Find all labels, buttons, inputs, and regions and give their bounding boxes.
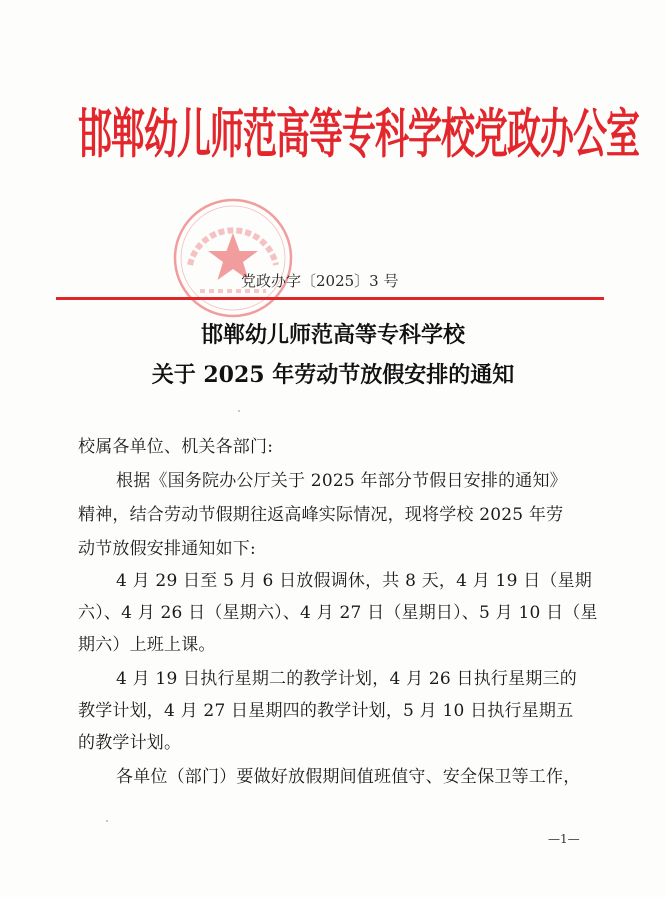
body-line: 各单位（部门）要做好放假期间值班值守、安全保卫等工作， <box>116 767 581 787</box>
official-seal-icon <box>170 195 296 321</box>
header-red-rule <box>56 297 604 300</box>
body-line: 六）、4 月 26 日（星期六）、4 月 27 日（星期日）、5 月 10 日（星 <box>78 603 598 623</box>
body-line: 根据《国务院办公厅关于 2025 年部分节假日安排的通知》 <box>116 471 567 491</box>
body-line: 4 月 29 日至 5 月 6 日放假调休，共 8 天，4 月 19 日（星期 <box>116 571 592 591</box>
body-line: 精神，结合劳动节假期往返高峰实际情况，现将学校 2025 年劳 <box>78 505 564 525</box>
body-line-addressee: 校属各单位、机关各部门: <box>78 437 274 457</box>
body-line: 教学计划，4 月 27 日星期四的教学计划，5 月 10 日执行星期五 <box>78 701 574 721</box>
scan-speck <box>106 820 108 822</box>
body-line: 的教学计划。 <box>78 733 182 753</box>
notice-title-line-2: 关于 2025 年劳动节放假安排的通知 <box>151 362 515 388</box>
page-number: —1— <box>548 832 580 846</box>
body-line: 4 月 19 日执行星期二的教学计划，4 月 26 日执行星期三的 <box>116 669 577 689</box>
notice-title-line-1: 邯郸幼儿师范高等专科学校 <box>200 322 465 348</box>
body-line: 动节放假安排通知如下: <box>78 539 256 559</box>
scan-speck <box>238 410 240 412</box>
org-header-title: 邯郸幼儿师范高等专科学校党政办公室 <box>78 103 639 166</box>
body-line: 期六）上班上课。 <box>78 635 216 655</box>
document-number: 党政办字〔2025〕3 号 <box>241 272 399 290</box>
